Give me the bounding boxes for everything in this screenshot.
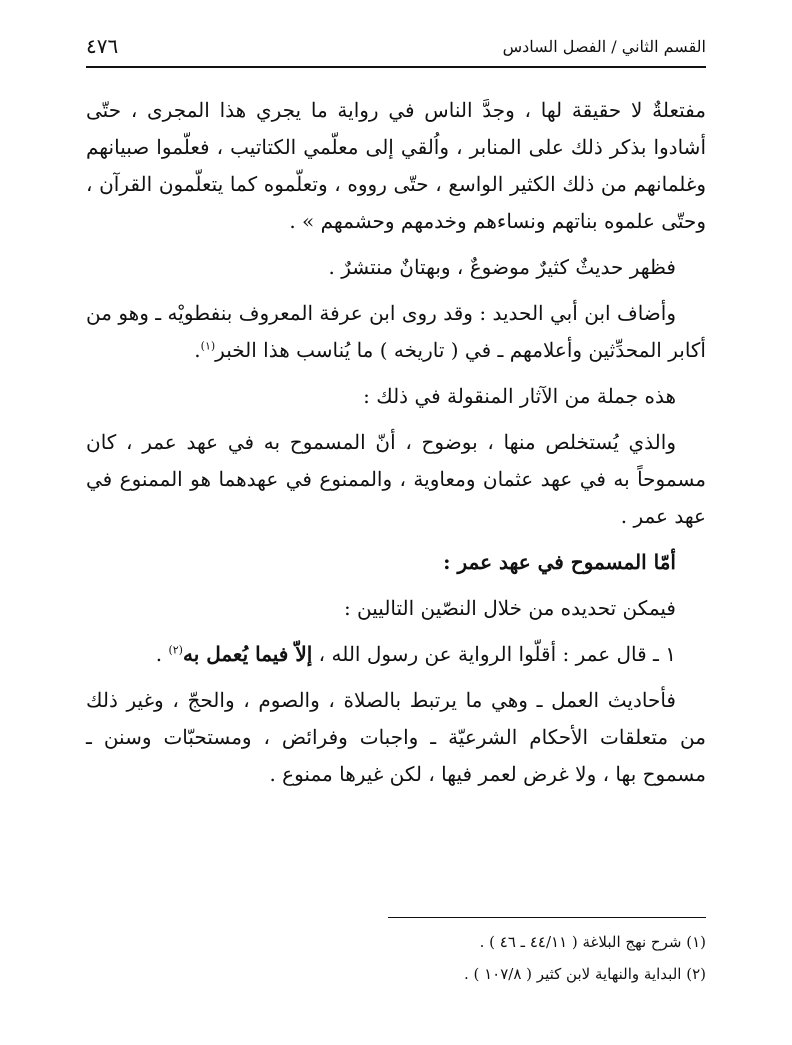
footnote-ref-2[interactable]: (٢): [168, 643, 183, 657]
section-heading: أمّا المسموح في عهد عمر :: [443, 550, 676, 574]
page-number: ٤٧٦: [86, 34, 119, 58]
paragraph-7-bold: إلاّ فيما يُعمل به: [182, 642, 313, 666]
main-text: [86, 92, 706, 793]
paragraph-3-text: وأضاف ابن أبي الحديد : وقد روى ابن عرفة المعروف بنفطويْه ـ وهو من أكابر المحدِّثين وأعلامهم ـ في ( تاريخه ) ما يُناسب هذا الخبر: [86, 301, 706, 362]
footnote-divider: [388, 917, 706, 918]
footnote-1: (١) شرح نهج البلاغة ( ٤٤/١١ ـ ٤٦ ) .: [479, 933, 706, 951]
footnote-2: (٢) البداية والنهاية لابن كثير ( ١٠٧/٨ ) .: [463, 965, 706, 983]
paragraph-8: فأحاديث العمل ـ وهي ما يرتبط بالصلاة ، والصوم ، والحجّ ، وغير ذلك من متعلقات الأحكام الشرعيّة ـ واجبات وفرائض ، ومستحبّات وسنن ـ مسموح بها ، ولا غرض لعمر فيها ، لكن غيرها ممنوع .: [86, 688, 706, 786]
paragraph-7-text: ١ ـ قال عمر : أقلّوا الرواية عن رسول الله ،: [318, 642, 676, 666]
running-title: القسم الثاني / الفصل السادس: [502, 36, 706, 56]
paragraph-3-end: .: [194, 338, 201, 362]
paragraph-1: مفتعلةٌ لا حقيقة لها ، وجدَّ الناس في رواية ما يجري هذا المجرى ، حتّى أشادوا بذكر ذلك على المنابر ، واُلقي إلى معلّمي الكتاتيب ، فعلّموا صبيانهم وغلمانهم من ذلك الكثير الواسع ، حتّى رووه ، وتعلّموه كما يتعلّمون القرآن ، وحتّى علموه بناتهم ونساءهم وخدمهم وحشمهم » .: [86, 98, 706, 233]
paragraph-4: هذه جملة من الآثار المنقولة في ذلك :: [363, 384, 676, 408]
paragraph-6: فيمكن تحديده من خلال النصّين التاليين :: [343, 596, 676, 620]
footnotes: [86, 926, 706, 990]
header-divider: [86, 66, 706, 68]
paragraph-7-end: .: [155, 642, 163, 666]
paragraph-5: والذي يُستخلص منها ، بوضوح ، أنّ المسموح به في عهد عمر ، كان مسموحاً به في عهد عثمان ومعاوية ، والممنوع في عهدهما هو الممنوع في عهد عمر .: [86, 430, 706, 528]
paragraph-2: فظهر حديثٌ كثيرٌ موضوعٌ ، وبهتانٌ منتشرٌ .: [328, 255, 676, 279]
footnote-ref-1[interactable]: (١): [200, 339, 216, 353]
paragraph-3: [86, 295, 706, 369]
paragraph-7: [86, 636, 706, 673]
page-header: [86, 30, 706, 62]
